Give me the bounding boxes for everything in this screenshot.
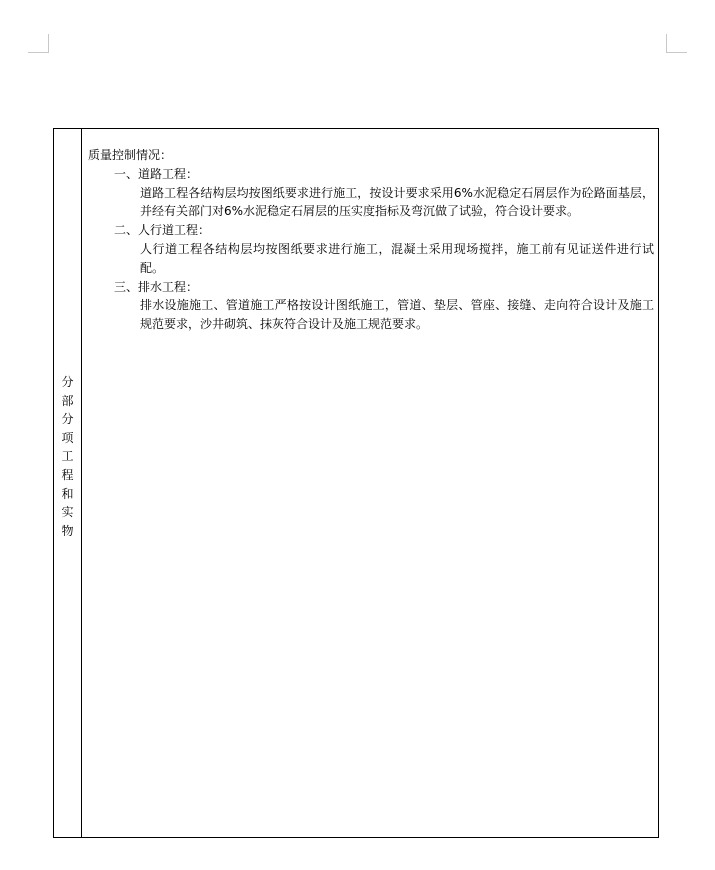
crop-mark-top-left — [28, 34, 49, 53]
section-title-sidewalk: 二、人行道工程： — [114, 223, 211, 238]
content-cell[interactable] — [88, 146, 654, 334]
side-label-char: 和 — [61, 486, 74, 501]
side-label-char: 物 — [61, 523, 74, 538]
content-heading: 质量控制情况： — [88, 148, 173, 162]
section-body-sidewalk: 人行道工程各结构层均按图纸要求进行施工，混凝土采用现场搅拌，施工前有见证送件进行试配。 — [140, 241, 654, 275]
quality-control-table — [53, 128, 659, 838]
crop-mark-top-right — [666, 34, 687, 53]
side-label-char: 部 — [61, 393, 74, 408]
section-title-drainage: 三、排水工程： — [114, 279, 199, 294]
side-label-char: 分 — [61, 375, 74, 389]
side-label-char: 程 — [61, 467, 74, 482]
section-title-road: 一、道路工程： — [114, 166, 199, 181]
side-label-char: 工 — [61, 449, 74, 464]
section-body-drainage: 排水设施施工、管道施工严格按设计图纸施工，管道、垫层、管座、接缝、走向符合设计及施工规范要求，沙井砌筑、抹灰符合设计及施工规范要求。 — [140, 298, 654, 332]
side-label-char: 项 — [61, 430, 74, 445]
side-label-char: 分 — [61, 412, 74, 427]
side-label-char: 实 — [61, 505, 74, 520]
side-label-cell — [54, 129, 82, 837]
side-label — [54, 373, 81, 540]
section-body-road: 道路工程各结构层均按图纸要求进行施工，按设计要求采用6%水泥稳定石屑层作为砼路面基层，并经有关部门对6%水泥稳定石屑层的压实度指标及弯沉做了试验，符合设计要求。 — [140, 185, 654, 219]
